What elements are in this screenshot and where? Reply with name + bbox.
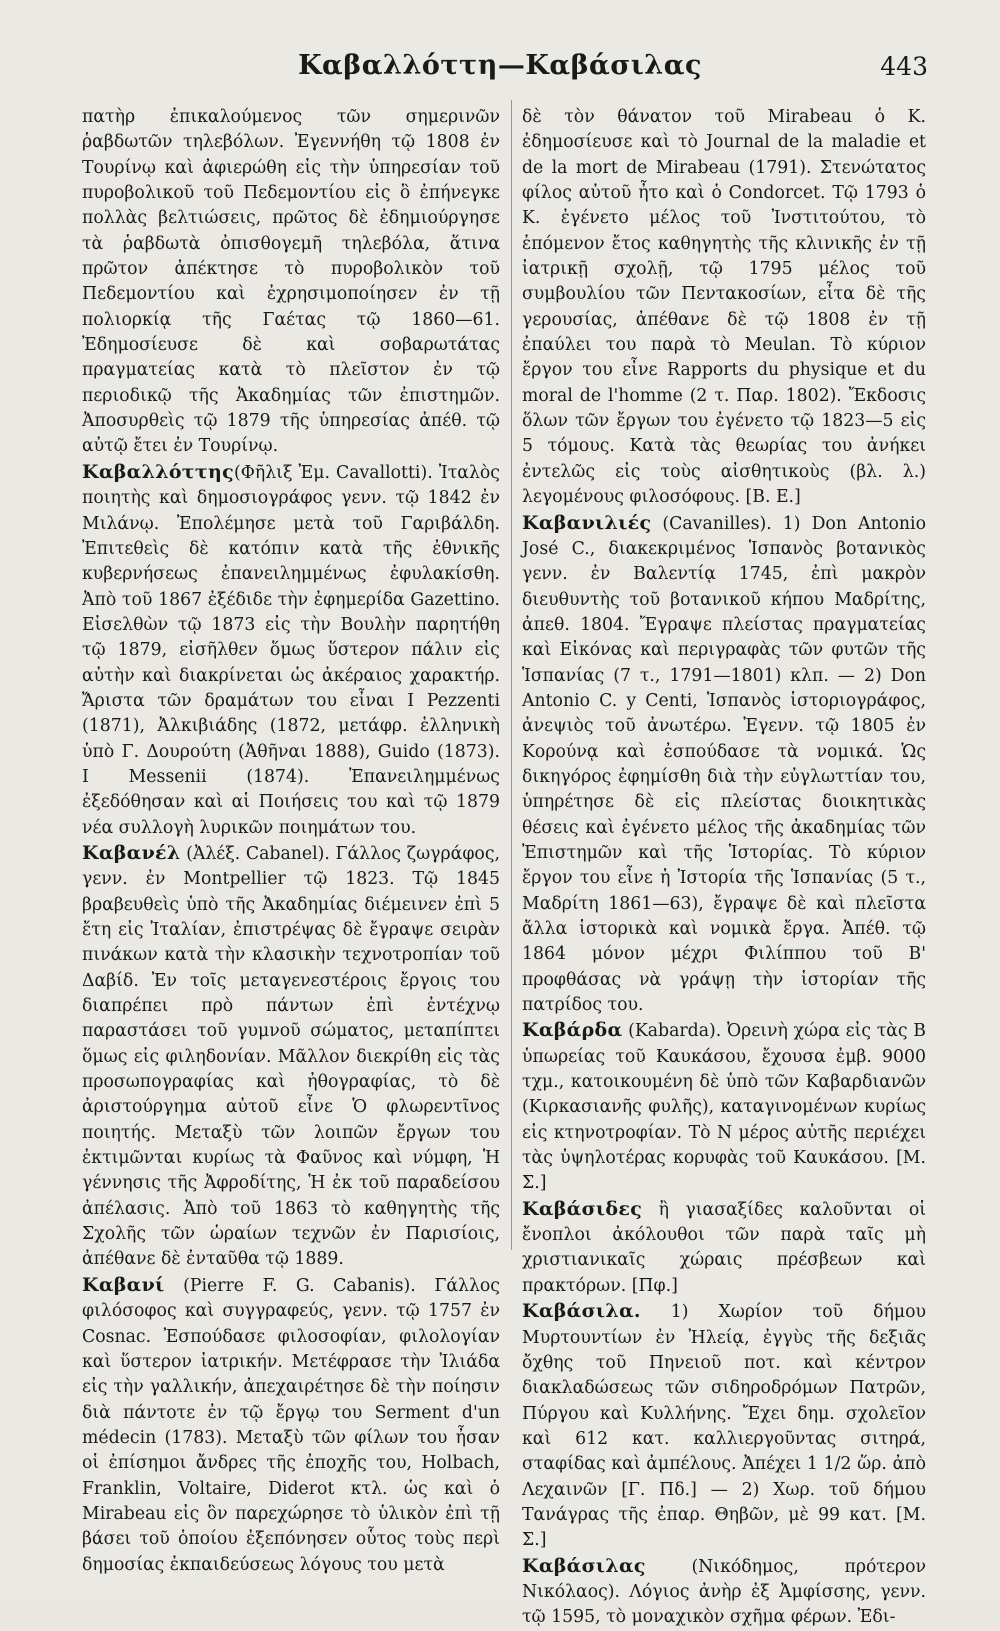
entry-text: (Φῆλιξ Ἐμ. Cavallotti). Ἰταλὸς ποιητὴς καὶ δημοσιογράφος γενν. τῷ 1842 ἐν Μιλάνῳ. Ἐπολέμησε μετὰ τοῦ Γαριβάλδη. Ἐπιτεθεὶς δὲ κατόπιν κατὰ τῆς ἐθνικῆς κυβερνήσεως ἐπανειλημμένως ἐφυλακίσθη. Ἀπὸ τοῦ 1867 ἐξέδιδε τὴν ἐφημερίδα Gazettino. Εἰσελθὼν τῷ 1873 εἰς τὴν Βουλὴν παρητήθη τῷ 1879, εἰσῆλθεν ὅμως ὕστερον πάλιν εἰς αὐτὴν καὶ διακρίνεται ὡς ἀκέραιος χαρακτήρ. Ἄριστα τῶν δραμάτων του εἶναι I Pezzenti (1871), Ἀλκιβιάδης (1872, μετάφρ. ἑλληνικὴ ὑπὸ Γ. Δουρούτη (Ἀθῆναι 1888), Guido (1873). I Messenii (1874). Ἐπανειλημμένως ἐξεδόθησαν καὶ αἱ Ποιήσεις του καὶ τῷ 1879 νέα συλλογὴ λυρικῶν ποιημάτων του. — [82, 462, 500, 838]
headword: Καβάρδα — [522, 1019, 623, 1042]
entry-continuation: δὲ τὸν θάνατον τοῦ Mirabeau ὁ Κ. ἐδημοσίευσε καὶ τὸ Journal de la maladie et de la mort de Mirabeau (1791). Στενώτατος φίλος αὐτοῦ ἦτο καὶ ὁ Condorcet. Τῷ 1793 ὁ Κ. ἐγένετο μέλος τοῦ Ἰνστιτούτου, τὸ ἑπόμενον ἔτος καθηγητὴς τῆς κλινικῆς ἐν τῇ ἰατρικῇ σχολῇ, τῷ 1795 μέλος τοῦ συμβουλίου τῶν Πεντακοσίων, εἶτα δὲ τῆς γερουσίας, ἀπέθανε δὲ τῷ 1808 ἐν τῇ ἐπαύλει του παρὰ τὸ Meulan. Τὸ κύριον ἔργον του εἶνε Rapports du physique et du moral de l'homme (2 τ. Παρ. 1802). Ἔκδοσις ὅλων τῶν ἔργων του ἐγένετο τῷ 1823—5 εἰς 5 τόμους. Κατὰ τὰς θεωρίας του ἀνήκει ἐντελῶς εἰς τοὺς αἰσθητικοὺς (βλ. λ.) λεγομένους φιλοσόφους. [Β. Ε.] — [522, 107, 926, 508]
entry-text: (Νικόδημος, πρότερον Νικόλαος). Λόγιος ἀνὴρ ἐξ Ἀμφίσσης, γενν. τῷ 1595, τὸ μοναχικὸν σχῆμα φέρων. Ἐδι- — [522, 1556, 926, 1628]
headword: Καβανί — [82, 1273, 165, 1296]
running-head: Καβαλλόττη—Καβάσιλας — [298, 50, 702, 81]
page-number: 443 — [880, 52, 928, 81]
page-header — [0, 50, 1000, 90]
entry-kavarda — [522, 1018, 926, 1196]
headword: Καβάσιδες — [522, 1197, 643, 1220]
entry-text: (Ἀλέξ. Cabanel). Γάλλος ζωγράφος, γενν. ἐν Montpellier τῷ 1823. Τῷ 1845 βραβευθεὶς ὑπὸ τῆς Ἀκαδημίας διέμεινεν ἐπὶ 5 ἔτη εἰς Ἰταλίαν, ἐπιστρέψας δὲ ἔγραψε σειρὰν πινάκων κατὰ τὴν κλασικὴν τεχνοτροπίαν τοῦ Δαβίδ. Ἐν τοῖς μεταγενεστέροις ἔργοις του διαπρέπει πρὸ πάντων ἐπὶ ἐντέχνῳ παραστάσει τοῦ γυμνοῦ σώματος, μεταπίπτει ὅμως εἰς φιληδονίαν. Μᾶλλον διεκρίθη εἰς τὰς προσωπογραφίας καὶ ἠθογραφίας, τὸ δὲ ἀριστούργημα αὐτοῦ εἶνε Ὁ φλωρεντῖνος ποιητής. Μεταξὺ τῶν λοιπῶν ἔργων του ἐκτιμῶνται κυρίως τὰ Φαῦνος καὶ νύμφη, Ἡ γέννησις τῆς Ἀφροδίτης, Ἡ ἐκ τοῦ παραδείσου ἀπέλασις. Ἀπὸ τοῦ 1863 τὸ καθηγητὴς τῆς Σχολῆς τῶν ὡραίων τεχνῶν ἐν Παρισίοις, ἀπέθανε δὲ ἐνταῦθα τῷ 1889. — [82, 843, 500, 1270]
headword: Καβανιλιές — [522, 511, 652, 534]
entry-kavani — [82, 1273, 500, 1578]
entry-text: ἢ γιασαξίδες καλοῦνται οἱ ἔνοπλοι ἀκόλουθοι τῶν παρὰ ταῖς μὴ χριστιανικαῖς χώραις πρέσβεων καὶ πρακτόρων. [Πφ.] — [522, 1199, 926, 1296]
entry-kavanilies — [522, 511, 926, 1019]
entry-text: (Kabarda). Ὀρεινὴ χώρα εἰς τὰς Β ὑπωρείας τοῦ Καυκάσου, ἔχουσα ἐμβ. 9000 τχμ., κατοικουμένη δὲ ὑπὸ τῶν Καβαρδιανῶν (Κιρκασιανῆς φυλῆς), καταγινομένων κυρίως εἰς κτηνοτροφίαν. Τὸ Ν μέρος αὐτῆς περιέχει τὰς ὑψηλοτέρας κορυφὰς τοῦ Καυκάσου. [Μ. Σ.] — [522, 1021, 926, 1194]
entry-kavasila — [522, 1299, 926, 1553]
column-divider — [511, 100, 512, 1250]
headword: Καβάσιλας — [522, 1554, 646, 1577]
headword: Καβάσιλα. — [522, 1300, 641, 1323]
headword: Καβανέλ — [82, 841, 181, 864]
headword: Καβαλλόττης — [82, 460, 234, 483]
entry-text: 1) Χωρίον τοῦ δήμου Μυρτουντίων ἐν Ἠλείᾳ, ἐγγὺς τῆς δεξιᾶς ὄχθης τοῦ Πηνειοῦ ποτ. καὶ κέντρον διακλαδώσεως τῶν σιδηροδρόμων Πατρῶν, Πύργου καὶ Κυλλήνης. Ἔχει δημ. σχολεῖον καὶ 612 κατ. καλλιεργοῦντας σιτηρά, σταφίδας καὶ ἀμπέλους. Ἀπέχει 1 1/2 ὥρ. ἀπὸ Λεχαινῶν [Γ. Πδ.] — 2) Χωρ. τοῦ δήμου Τανάγρας τῆς ἐπαρ. Θηβῶν, μὲ 99 κατ. [Μ. Σ.] — [522, 1302, 926, 1551]
entry-kavallottis — [82, 460, 500, 841]
entry-kavanel — [82, 841, 500, 1273]
right-column — [522, 105, 926, 1631]
entry-kavasides — [522, 1197, 926, 1299]
entry-continuation: πατὴρ ἐπικαλούμενος τῶν σημερινῶν ῥαβδωτῶν τηλεβόλων. Ἐγεννήθη τῷ 1808 ἐν Τουρίνῳ καὶ ἀφιερώθη εἰς τὴν ὑπηρεσίαν τοῦ πυροβολικοῦ τοῦ Πεδεμοντίου εἰς ὃ ἐπήνεγκε πολλὰς βελτιώσεις, πρῶτος δὲ ἐδημιούργησε τὰ ῥαβδωτὰ ὀπισθογεμῆ τηλεβόλα, ἅτινα πρῶτον ἀπέκτησε τὸ πυροβολικὸν τοῦ Πεδεμοντίου καὶ ἐχρησιμοποίησεν ἐν τῇ πολιορκίᾳ τῆς Γαέτας τῷ 1860—61. Ἐδημοσίευσε δὲ καὶ σοβαρωτάτας πραγματείας κατὰ τὸ πλεῖστον ἐν τῷ περιοδικῷ τῆς Ἀκαδημίας τῶν ἐπιστημῶν. Ἀποσυρθεὶς τῷ 1879 τῆς ὑπηρεσίας ἀπέθ. τῷ αὐτῷ ἔτει ἐν Τουρίνῳ. — [82, 107, 500, 457]
left-column — [82, 105, 500, 1578]
entry-kavasilas — [522, 1554, 926, 1631]
entry-text: (Cavanilles). 1) Don Antonio José C., διακεκριμένος Ἱσπανὸς βοτανικὸς γενν. ἐν Βαλεντίᾳ 1745, ἐπὶ μακρὸν διευθυντὴς τοῦ βοτανικοῦ κήπου Μαδρίτης, ἀπεθ. 1804. Ἔγραψε πλείστας πραγματείας καὶ Εἰκόνας καὶ περιγραφὰς τῶν φυτῶν τῆς Ἱσπανίας (7 τ., 1791—1801) κλπ. — 2) Don Antonio C. y Centi, Ἱσπανὸς ἱστοριογράφος, ἀνεψιὸς τοῦ ἀνωτέρω. Ἐγενν. τῷ 1805 ἐν Κορούνᾳ καὶ ἐσπούδασε τὰ νομικά. Ὡς δικηγόρος ἐφημίσθη διὰ τὴν εὐγλωττίαν του, ὑπηρέτησε δὲ εἰς πλείστας διοικητικὰς θέσεις καὶ ἐγένετο μέλος τῆς ἀκαδημίας τῶν Ἐπιστημῶν καὶ τῆς Ἱστορίας. Τὸ κύριον ἔργον του εἶνε ἡ Ἱστορία τῆς Ἱσπανίας (5 τ., Μαδρίτη 1861—63), ἔγραψε δὲ καὶ πλεῖστα ἄλλα ἱστορικὰ καὶ νομικὰ ἔργα. Ἀπέθ. τῷ 1864 μόνον μέχρι Φιλίππου τοῦ Β' προφθάσας νὰ γράψῃ τὴν ἱστορίαν τῆς πατρίδος του. — [522, 513, 926, 1016]
entry-text: (Pierre F. G. Cabanis). Γάλλος φιλόσοφος καὶ συγγραφεύς, γενν. τῷ 1757 ἐν Cosnac. Ἐσπούδασε φιλοσοφίαν, φιλολογίαν καὶ ὕστερον ἰατρικήν. Μετέφρασε τὴν Ἰλιάδα εἰς τὴν γαλλικήν, ἀπεχαιρέτησε δὲ τὴν ποίησιν διὰ πάντοτε ἐν τῷ ἔργῳ του Serment d'un médecin (1783). Μεταξὺ τῶν φίλων του ἦσαν οἱ ἐπίσημοι ἄνδρες τῆς ἐποχῆς του, Holbach, Franklin, Voltaire, Diderot κτλ. ὡς καὶ ὁ Mirabeau εἰς ὃν παρεχώρησε τὸ ὑλικὸν ἐπὶ τῇ βάσει τοῦ ὁποίου ἐξεπόνησεν οὗτος τοὺς περὶ δημοσίας ἐκπαιδεύσεως λόγους του μετὰ — [82, 1275, 500, 1575]
